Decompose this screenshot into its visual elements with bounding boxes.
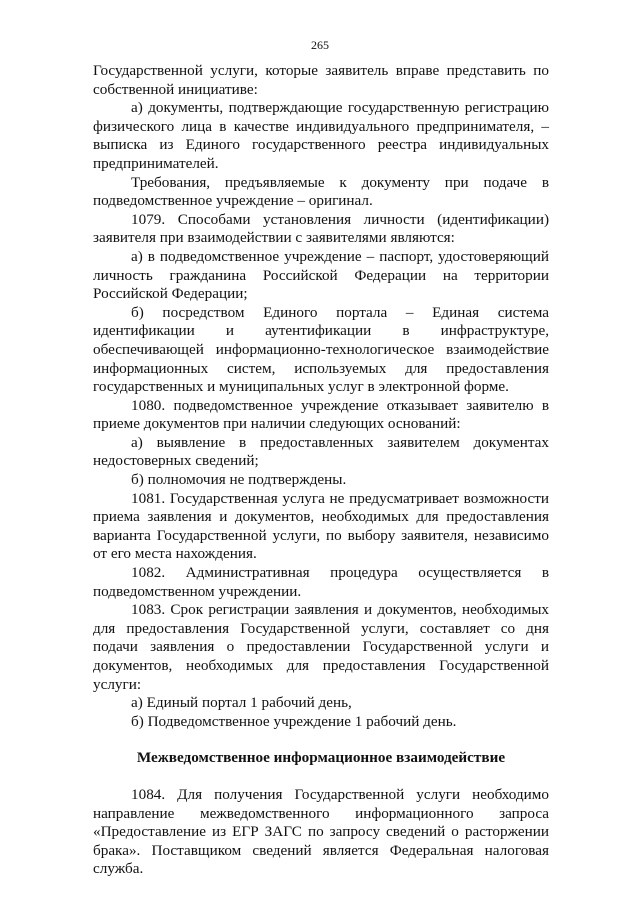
list-item-a-invalid-info: а) выявление в предоставленных заявителем документах недостоверных сведений;	[93, 433, 549, 470]
list-item-b-portal: б) посредством Единого портала – Единая система идентификации и аутентификации в инфраструктуре, обеспечивающей информационно-технологическое взаимодействие информационных систем, используемых для предоставления государственных и муниципальных услуг в электронной форме.	[93, 303, 549, 396]
list-item-a-documents: а) документы, подтверждающие государственную регистрацию физического лица в качестве индивидуального предпринимателя, – выписка из Единого государственного реестра индивидуальных предпринимателей.	[93, 99, 549, 172]
list-item-a-portal-term: а) Единый портал 1 рабочий день,	[131, 694, 352, 712]
document-body	[93, 62, 549, 879]
paragraph-1081: 1081. Государственная услуга не предусматривает возможности приема заявления и документов, необходимых для предоставления варианта Государственной услуги, по выбору заявителя, независимо от его места нахождения.	[93, 489, 549, 563]
section-heading: Межведомственное информационное взаимодействие	[136, 749, 506, 767]
list-item-a-passport: а) в подведомственное учреждение – паспорт, удостоверяющий личность гражданина Российской Федерации на территории Российской Федерации;	[93, 247, 549, 303]
paragraph-1082: 1082. Административная процедура осуществляется в подведомственном учреждении.	[93, 564, 549, 600]
page-number: 265	[311, 38, 329, 52]
paragraph-1080: 1080. подведомственное учреждение отказывает заявителю в приеме документов при наличии следующих оснований:	[93, 396, 549, 433]
paragraph-1079: 1079. Способами установления личности (идентификации) заявителя при взаимодействии с заявителями являются:	[93, 210, 549, 247]
paragraph-requirements: Требования, предъявляемые к документу при подаче в подведомственное учреждение – оригинал.	[93, 173, 549, 210]
list-item-b-office-term: б) Подведомственное учреждение 1 рабочий день.	[131, 712, 457, 730]
list-item-b-no-authority: б) полномочия не подтверждены.	[131, 471, 347, 489]
paragraph-continuation: Государственной услуги, которые заявитель вправе представить по собственной инициативе:	[93, 62, 549, 98]
paragraph-1084: 1084. Для получения Государственной услуги необходимо направление межведомственного информационного запроса «Предоставление из ЕГР ЗАГС по запросу сведений о расторжении брака». Поставщиком сведений является Федеральная налоговая служба.	[93, 785, 549, 878]
paragraph-1083: 1083. Срок регистрации заявления и документов, необходимых для предоставления Государственной услуги, составляет со дня подачи заявления о предоставлении Государственной услуги и документов, необходимых для предоставления Государственной услуги:	[93, 601, 549, 693]
